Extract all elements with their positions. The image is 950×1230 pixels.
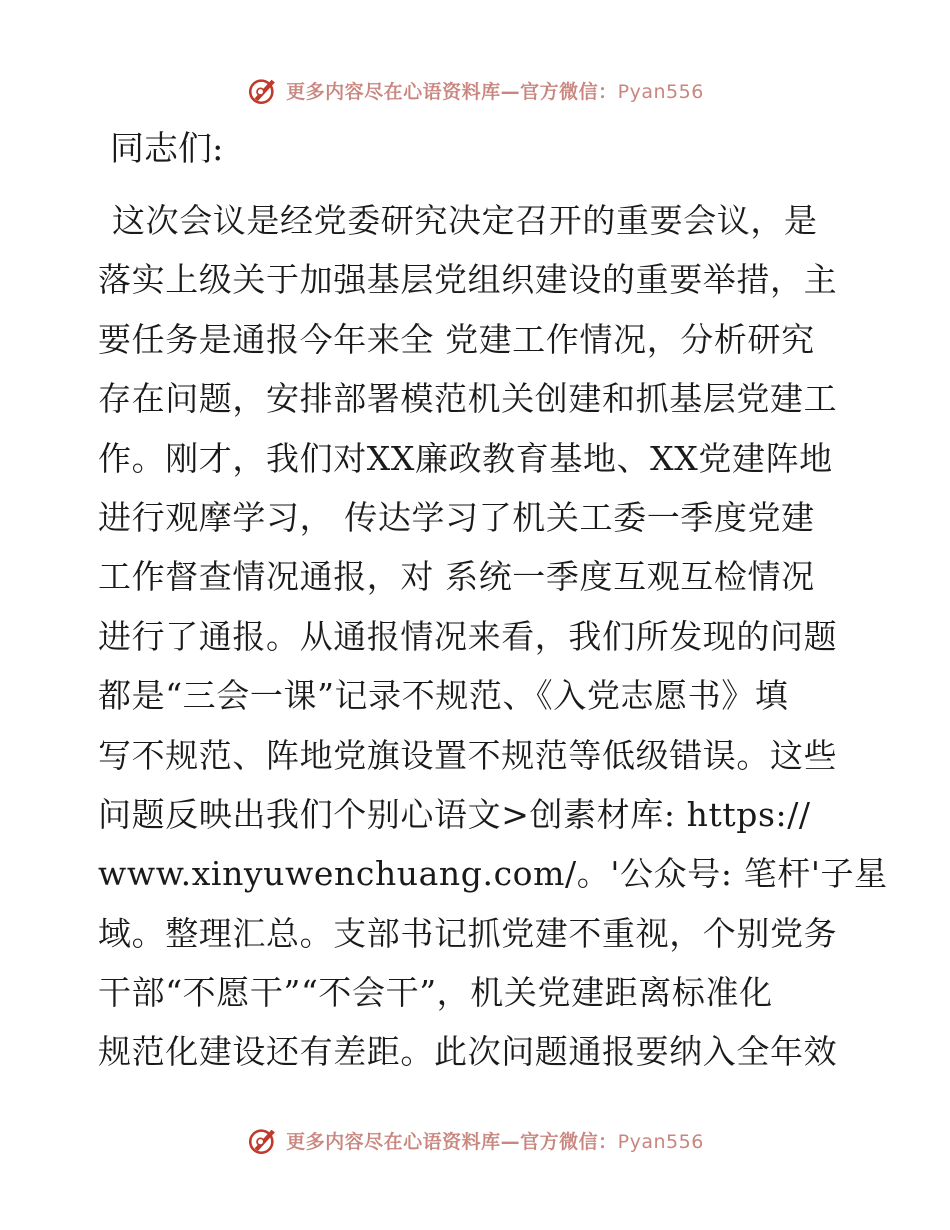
watermark-id: Pyan556 [617,1130,704,1153]
watermark-id: Pyan556 [617,80,704,103]
body-line: 进行了通报。从通报情况来看，我们所发现的问题 [98,616,838,656]
body-line: 写不规范、阵地党旗设置不规范等低级错误。这些 [98,735,838,775]
brush-logo-icon [246,1123,280,1157]
header-watermark [0,70,950,110]
body-line: 问题反映出我们个别心语文>创素材库: https:// [98,794,811,834]
body-line: 工作督查情况通报，对 系统一季度互观互检情况 [98,557,815,597]
body-line: 落实上级关于加强基层党组织建设的重要举措，主 [98,260,838,300]
body-line: 都是“三会一课”记录不规范、《入党志愿书》填 [98,676,789,716]
body-line: 要任务是通报今年来全 党建工作情况，分析研究 [98,319,815,359]
body-line: 进行观摩学习， 传达学习了机关工委一季度党建 [98,497,815,537]
body-line: 存在问题，安排部署模范机关创建和抓基层党建工 [98,379,838,419]
body-line: 作。刚才，我们对XX廉政教育基地、XX党建阵地 [98,438,833,478]
body-paragraph [98,191,888,1082]
watermark-text: 更多内容尽在心语资料库—官方微信： [286,80,618,103]
greeting: 同志们: [110,129,224,169]
body-line: www.xinyuwenchuang.com/。'公众号: 笔杆'子星 [98,854,888,894]
body-line: 规范化建设还有差距。此次问题通报要纳入全年效 [98,1032,838,1072]
body-line: 这次会议是经党委研究决定召开的重要会议，是 [112,201,818,240]
body-line: 干部“不愿干”“不会干”，机关党建距离标准化 [98,973,773,1013]
body-line: 域。整理汇总。支部书记抓党建不重视，个别党务 [98,913,838,953]
footer-watermark [0,1120,950,1160]
brush-logo-icon [246,73,280,107]
watermark-text: 更多内容尽在心语资料库—官方微信： [286,1130,618,1153]
